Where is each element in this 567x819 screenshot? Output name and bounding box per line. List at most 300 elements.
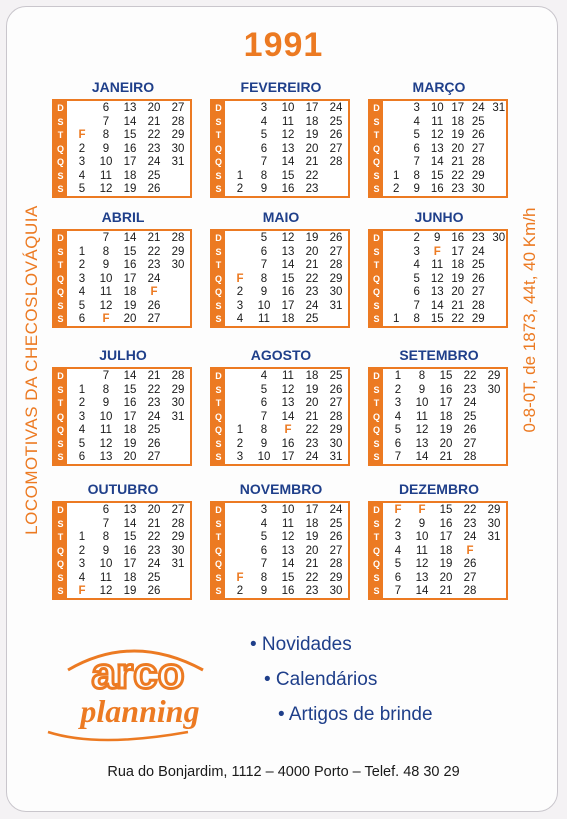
day-cell: 15: [123, 245, 137, 258]
day-cell: 14: [415, 585, 429, 597]
day-cell: 29: [329, 272, 343, 285]
day-cell: 23: [147, 259, 161, 271]
day-cell: 17: [123, 272, 137, 285]
day-cell: 20: [305, 544, 319, 557]
day-cell: 21: [147, 517, 161, 530]
weekday-column: [370, 101, 383, 196]
day-cell: 5: [413, 129, 420, 141]
day-cell: 25: [329, 517, 343, 530]
day-cell: 25: [329, 115, 343, 128]
weekday-letter: T: [215, 260, 222, 270]
day-cell: 19: [123, 437, 137, 450]
day-cell: 18: [451, 259, 465, 271]
weekday-column: [54, 503, 67, 598]
day-cell: 7: [102, 115, 110, 128]
day-cell: 27: [329, 245, 343, 258]
day-cell: 19: [439, 558, 453, 570]
day-cell: 2: [78, 397, 86, 409]
day-cell: 4: [236, 313, 244, 325]
weekday-letter: S: [373, 314, 380, 324]
day-cell: 22: [147, 383, 161, 396]
day-cell: 13: [415, 571, 429, 584]
day-cell: 8: [418, 370, 426, 382]
month-name: ABRIL: [101, 209, 145, 225]
day-cell: 9: [102, 142, 110, 155]
weekday-letter: S: [215, 518, 222, 529]
weekday-letter: S: [373, 384, 380, 395]
logo-word-arco: arco: [91, 649, 185, 698]
day-cell: 14: [281, 410, 295, 423]
day-cell: 10: [99, 410, 113, 423]
month-table: [368, 367, 508, 466]
day-cell: 28: [463, 451, 477, 463]
day-cell: 29: [487, 370, 501, 382]
day-cell: 27: [147, 313, 161, 325]
weekday-letter: T: [57, 260, 64, 270]
month-name: MAIO: [262, 209, 300, 225]
month-name: MARÇO: [412, 79, 466, 95]
day-cell: 28: [471, 156, 485, 168]
weekday-letter: Q: [372, 157, 380, 167]
day-cell: 7: [413, 156, 420, 168]
day-cell: 6: [78, 451, 86, 463]
day-cell: 6: [260, 544, 268, 557]
day-cell: 3: [78, 558, 86, 570]
day-cell: 21: [147, 232, 161, 244]
day-cell: 19: [305, 129, 319, 141]
month-name: SETEMBRO: [399, 347, 479, 363]
month-maio: [210, 208, 352, 328]
weekday-letter: Q: [214, 273, 222, 284]
day-cell: 3: [260, 102, 268, 114]
year-title: 1991: [243, 26, 324, 64]
day-cell: 8: [413, 313, 420, 325]
day-cell: 14: [281, 558, 295, 570]
day-cell: 23: [463, 383, 477, 396]
day-cell: 30: [171, 544, 185, 557]
day-cell: F: [433, 245, 441, 258]
month-table: [368, 501, 508, 600]
weekday-letter: Q: [372, 143, 380, 154]
day-cell: 10: [99, 558, 113, 570]
day-cell: 24: [147, 272, 161, 285]
month-name: AGOSTO: [250, 347, 312, 363]
weekday-column: [370, 231, 383, 326]
day-cell: 2: [236, 437, 244, 450]
day-cell: 10: [99, 156, 113, 168]
month-janeiro: [52, 78, 194, 198]
day-cell: 27: [329, 397, 343, 409]
weekday-letter: S: [57, 572, 64, 583]
day-cell: 12: [99, 183, 113, 195]
day-cell: 11: [282, 115, 294, 128]
weekday-letter: S: [215, 452, 222, 462]
day-cell: 20: [147, 504, 161, 516]
day-cell: 19: [305, 383, 319, 396]
weekday-letter: S: [373, 452, 380, 462]
month-name: JUNHO: [414, 209, 464, 225]
day-cell: 13: [430, 286, 444, 298]
weekday-letter: S: [215, 572, 222, 583]
day-grid: [384, 231, 506, 326]
day-cell: 21: [305, 259, 319, 271]
day-cell: 20: [123, 313, 137, 325]
month-table: [210, 229, 350, 328]
weekday-letter: T: [215, 398, 222, 408]
weekday-letter: Q: [214, 287, 222, 297]
day-cell: 7: [260, 156, 268, 168]
day-cell: 25: [471, 115, 485, 128]
day-cell: 13: [430, 142, 444, 155]
day-cell: 3: [394, 531, 402, 543]
weekday-letter: Q: [214, 157, 222, 167]
day-cell: 5: [78, 183, 86, 195]
day-cell: 8: [102, 531, 110, 543]
day-cell: 12: [430, 129, 444, 141]
day-cell: 24: [147, 410, 161, 423]
day-cell: 15: [281, 169, 295, 182]
day-cell: 3: [78, 156, 86, 168]
day-cell: 10: [281, 102, 295, 114]
day-cell: 6: [394, 571, 402, 584]
weekday-letter: S: [57, 314, 64, 324]
day-cell: 28: [171, 115, 185, 128]
bullet-artigos: • Artigos de brinde: [278, 704, 433, 725]
day-cell: 22: [451, 313, 465, 325]
weekday-letter: S: [215, 438, 222, 449]
day-cell: 18: [305, 115, 319, 128]
day-cell: 21: [305, 156, 319, 168]
day-cell: 23: [305, 585, 319, 597]
day-cell: 24: [471, 245, 485, 258]
day-grid: [384, 503, 506, 598]
day-cell: F: [102, 313, 110, 325]
day-cell: 24: [463, 397, 477, 409]
day-cell: 3: [78, 410, 86, 423]
day-cell: 6: [413, 286, 420, 298]
day-cell: 8: [260, 169, 268, 182]
day-cell: 28: [171, 517, 185, 530]
day-cell: 18: [305, 370, 319, 382]
day-cell: 21: [451, 299, 465, 312]
day-cell: 21: [439, 451, 453, 463]
day-cell: 9: [260, 585, 268, 597]
weekday-letter: Q: [214, 425, 222, 435]
day-cell: 15: [123, 531, 137, 543]
day-cell: 8: [260, 571, 268, 584]
weekday-letter: S: [373, 170, 380, 181]
day-cell: 15: [430, 313, 444, 325]
weekday-letter: S: [373, 518, 380, 529]
day-cell: 18: [451, 115, 465, 128]
day-cell: 26: [329, 232, 343, 244]
weekday-letter: Q: [56, 157, 64, 167]
weekday-letter: D: [57, 505, 64, 515]
day-cell: 21: [439, 585, 453, 597]
month-name: OUTUBRO: [87, 481, 159, 497]
day-cell: 1: [393, 169, 400, 182]
day-cell: 7: [260, 259, 268, 271]
day-cell: 26: [329, 383, 343, 396]
day-cell: 29: [171, 129, 185, 141]
weekday-letter: S: [57, 452, 64, 462]
weekday-letter: Q: [56, 559, 64, 569]
footer-address: Rua do Bonjardim, 1112 – 4000 Porto – Telef. 48 30 29: [107, 764, 460, 780]
day-cell: 26: [147, 183, 161, 195]
day-cell: 26: [147, 299, 161, 312]
weekday-letter: Q: [56, 425, 64, 435]
month-table: [210, 99, 350, 198]
weekday-letter: T: [373, 130, 380, 140]
day-cell: 13: [281, 397, 295, 409]
day-cell: 26: [147, 585, 161, 597]
day-cell: 4: [260, 370, 268, 382]
weekday-letter: S: [373, 116, 380, 127]
day-cell: 22: [305, 424, 319, 436]
day-cell: 12: [415, 558, 429, 570]
weekday-letter: S: [57, 384, 64, 395]
day-cell: 27: [171, 102, 185, 114]
day-cell: 11: [431, 259, 444, 271]
day-cell: F: [78, 585, 86, 597]
weekday-column: [54, 369, 67, 464]
day-cell: 24: [147, 156, 161, 168]
day-cell: 3: [394, 397, 402, 409]
day-cell: 14: [415, 451, 429, 463]
day-cell: 24: [471, 102, 485, 114]
day-cell: 29: [329, 424, 343, 436]
day-cell: 12: [281, 232, 295, 244]
day-cell: 7: [102, 370, 110, 382]
day-cell: 22: [305, 272, 319, 285]
day-cell: 2: [394, 383, 402, 396]
day-cell: 12: [281, 129, 295, 141]
day-cell: 6: [260, 397, 268, 409]
weekday-letter: S: [57, 300, 64, 311]
weekday-letter: S: [57, 586, 64, 596]
day-cell: 4: [413, 115, 420, 128]
weekday-letter: D: [373, 103, 380, 113]
day-cell: 9: [102, 544, 110, 557]
day-cell: 1: [236, 169, 244, 182]
day-cell: 2: [78, 544, 86, 557]
day-cell: 5: [78, 299, 86, 312]
day-cell: 9: [418, 517, 426, 530]
day-cell: 9: [102, 397, 110, 409]
day-cell: 9: [413, 183, 420, 195]
day-cell: 18: [123, 286, 137, 298]
month-março: [368, 78, 510, 198]
day-cell: F: [466, 544, 474, 557]
day-cell: 12: [99, 299, 113, 312]
day-cell: 29: [171, 245, 185, 258]
day-cell: 25: [329, 370, 343, 382]
weekday-letter: S: [57, 116, 64, 127]
weekday-column: [54, 101, 67, 196]
day-cell: 9: [260, 183, 268, 195]
weekday-letter: S: [215, 184, 222, 194]
day-cell: 30: [329, 437, 343, 450]
day-cell: 17: [123, 558, 137, 570]
day-cell: 20: [123, 451, 137, 463]
day-cell: 15: [123, 129, 137, 141]
day-cell: 11: [282, 370, 294, 382]
month-fevereiro: [210, 78, 352, 198]
day-cell: 28: [329, 156, 343, 168]
weekday-letter: S: [373, 586, 380, 596]
day-cell: 13: [281, 142, 295, 155]
weekday-letter: S: [57, 170, 64, 181]
weekday-letter: S: [373, 438, 380, 449]
weekday-letter: D: [373, 233, 380, 243]
bullet-novidades: • Novidades: [250, 634, 352, 655]
day-cell: 3: [260, 504, 268, 516]
day-cell: 28: [463, 585, 477, 597]
day-cell: F: [394, 504, 402, 516]
day-cell: 6: [260, 142, 268, 155]
weekday-letter: S: [57, 438, 64, 449]
day-cell: 5: [260, 129, 268, 141]
day-cell: 9: [102, 259, 110, 271]
day-cell: 26: [463, 424, 477, 436]
day-cell: 10: [281, 504, 295, 516]
month-junho: [368, 208, 510, 328]
day-cell: 2: [413, 232, 420, 244]
day-cell: 22: [147, 129, 161, 141]
weekday-letter: D: [215, 233, 222, 243]
day-cell: 7: [394, 451, 402, 463]
day-cell: 13: [415, 437, 429, 450]
weekday-letter: Q: [56, 273, 64, 284]
day-cell: 20: [439, 571, 453, 584]
day-cell: 22: [305, 571, 319, 584]
weekday-column: [54, 231, 67, 326]
day-cell: 23: [463, 517, 477, 530]
day-cell: 26: [471, 129, 485, 141]
day-cell: 1: [393, 313, 400, 325]
day-cell: 15: [439, 504, 453, 516]
day-cell: 22: [451, 169, 465, 182]
day-cell: 26: [329, 129, 343, 141]
day-cell: 17: [439, 531, 453, 543]
day-cell: 13: [123, 102, 137, 114]
day-cell: 25: [147, 571, 161, 584]
day-cell: 26: [463, 558, 477, 570]
day-cell: 16: [439, 383, 453, 396]
day-cell: F: [78, 129, 86, 141]
day-cell: 30: [487, 517, 501, 530]
day-cell: F: [236, 571, 244, 584]
day-cell: 16: [439, 517, 453, 530]
weekday-letter: S: [215, 586, 222, 596]
weekday-letter: D: [373, 371, 380, 381]
month-table: [52, 367, 192, 466]
weekday-column: [212, 231, 225, 326]
day-cell: 10: [415, 397, 429, 409]
day-cell: 23: [147, 397, 161, 409]
day-cell: 16: [430, 183, 444, 195]
month-dezembro: [368, 480, 510, 600]
weekday-letter: S: [215, 170, 222, 181]
day-cell: 11: [100, 169, 112, 182]
day-grid: [226, 231, 348, 326]
day-cell: 17: [305, 504, 319, 516]
day-cell: 5: [260, 531, 268, 543]
day-cell: 11: [416, 544, 428, 557]
day-cell: 8: [102, 245, 110, 258]
day-cell: 18: [305, 517, 319, 530]
day-cell: 4: [260, 517, 268, 530]
day-cell: 10: [430, 102, 444, 114]
day-cell: 11: [100, 424, 112, 436]
day-cell: 31: [171, 558, 185, 570]
day-cell: 27: [329, 142, 343, 155]
day-cell: 3: [413, 245, 420, 258]
weekday-letter: D: [57, 233, 64, 243]
weekday-letter: D: [373, 505, 380, 515]
weekday-letter: S: [373, 300, 380, 311]
day-cell: 18: [439, 544, 453, 557]
day-cell: 18: [439, 410, 453, 423]
day-cell: 11: [100, 286, 112, 298]
month-setembro: [368, 346, 510, 466]
weekday-letter: Q: [214, 559, 222, 569]
weekday-letter: S: [215, 314, 222, 324]
day-cell: 6: [413, 142, 420, 155]
day-cell: 21: [147, 370, 161, 382]
weekday-letter: Q: [372, 425, 380, 435]
day-cell: 14: [123, 115, 137, 128]
day-cell: 20: [451, 286, 465, 298]
weekday-letter: D: [215, 103, 222, 113]
day-cell: 24: [305, 299, 319, 312]
day-cell: 26: [329, 531, 343, 543]
day-cell: 7: [102, 232, 110, 244]
day-cell: 7: [102, 517, 110, 530]
day-cell: 22: [463, 504, 477, 516]
day-cell: 22: [147, 245, 161, 258]
day-cell: 17: [281, 299, 295, 312]
day-cell: 16: [123, 142, 137, 155]
month-table: [368, 229, 508, 328]
day-cell: 25: [471, 259, 485, 271]
day-cell: 1: [78, 383, 86, 396]
weekday-letter: S: [215, 384, 222, 395]
day-cell: 12: [99, 585, 113, 597]
day-cell: 10: [257, 451, 271, 463]
day-cell: 16: [281, 585, 295, 597]
weekday-letter: S: [215, 300, 222, 311]
day-cell: 20: [305, 397, 319, 409]
day-cell: 29: [171, 383, 185, 396]
day-cell: 19: [451, 272, 465, 285]
day-cell: 6: [394, 437, 402, 450]
month-table: [210, 367, 350, 466]
day-cell: 30: [329, 585, 343, 597]
day-cell: 31: [492, 102, 506, 114]
month-table: [52, 99, 192, 198]
day-cell: 30: [492, 232, 506, 244]
day-cell: 31: [487, 531, 501, 543]
day-cell: 27: [471, 142, 485, 155]
weekday-letter: Q: [56, 287, 64, 297]
day-cell: 15: [123, 383, 137, 396]
day-cell: 16: [123, 397, 137, 409]
day-cell: 20: [305, 245, 319, 258]
day-cell: 23: [147, 142, 161, 155]
weekday-letter: Q: [214, 411, 222, 422]
day-cell: 16: [281, 183, 295, 195]
